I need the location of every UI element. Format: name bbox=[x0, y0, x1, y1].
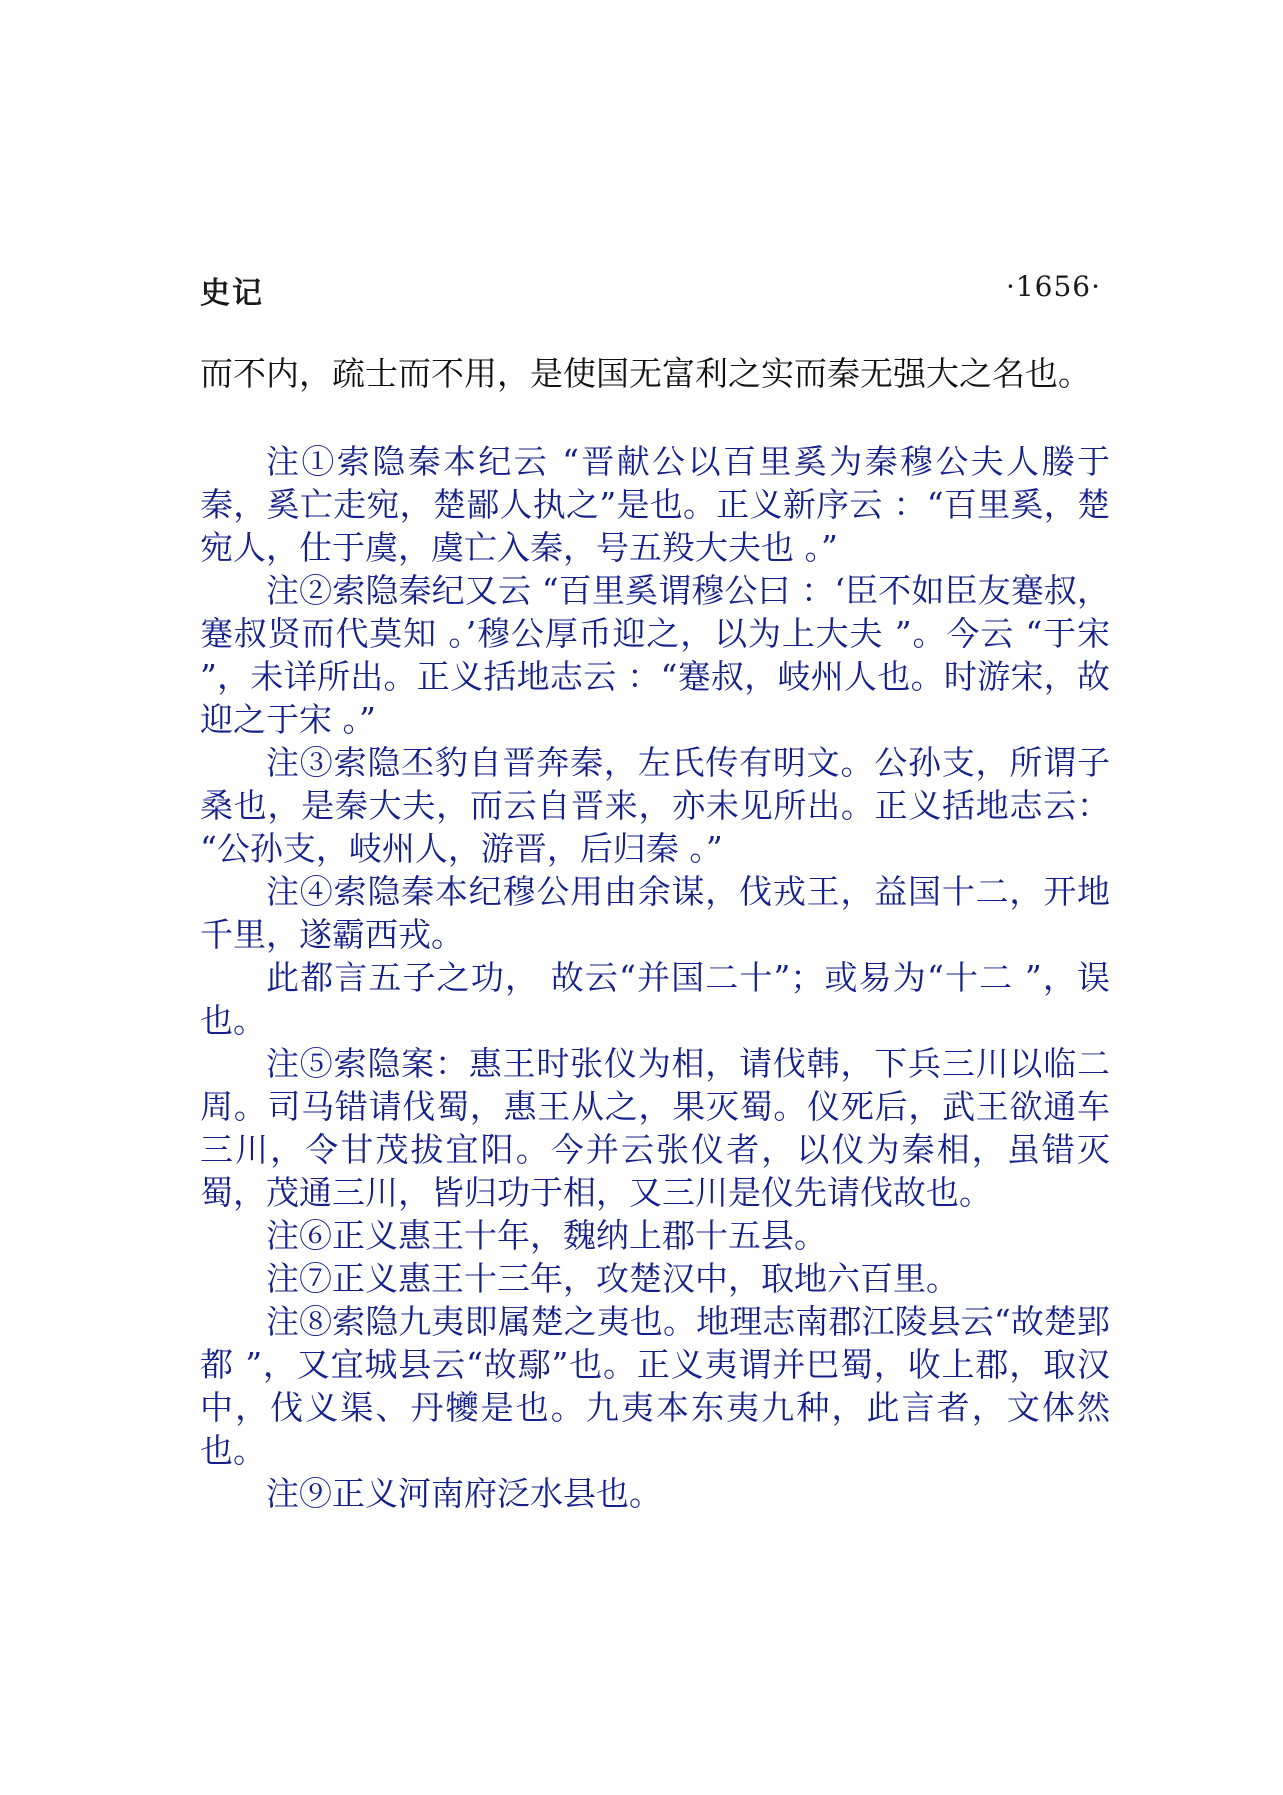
note-9: 注⑨正义河南府泛水县也。 bbox=[266, 1474, 662, 1513]
running-title: 史记 bbox=[200, 276, 264, 311]
note-2: 注②索隐秦纪又云 “百里奚谓穆公曰 ：‘臣不如臣友蹇叔，蹇叔贤而代莫知 。’穆公厚币迎之，以为上大夫 ”。今云 “于宋 ”，未详所出。正义括地志云 ：“蹇叔，岐州人也。时游宋，故迎之于宋 。” bbox=[200, 571, 1110, 739]
main-text-paragraph: 而不内，疏士而不用，是使国无富利之实而秦无强大之名也。 bbox=[200, 354, 1091, 393]
page-number: ·1656· bbox=[1005, 270, 1101, 303]
note-3: 注③索隐丕豹自晋奔秦，左氏传有明文。公孙支，所谓子桑也，是秦大夫，而云自晋来，亦未见所出。正义括地志云： “公孙支，岐州人，游晋，后归秦 。” bbox=[200, 743, 1110, 868]
note-7: 注⑦正义惠王十三年，攻楚汉中，取地六百里。 bbox=[266, 1259, 959, 1298]
note-8: 注⑧索隐九夷即属楚之夷也。地理志南郡江陵县云“故楚郢都 ”，又宜城县云“故鄢”也。正义夷谓并巴蜀，收上郡，取汉中，伐义渠、丹犪是也。九夷本东夷九种，此言者，文体然也。 bbox=[200, 1302, 1110, 1470]
annotation-notes bbox=[200, 440, 1110, 1515]
note-6: 注⑥正义惠王十年，魏纳上郡十五县。 bbox=[266, 1216, 827, 1255]
note-4: 注④索隐秦本纪穆公用由余谋，伐戎王，益国十二，开地千里，遂霸西戎。 bbox=[200, 872, 1110, 954]
note-4-continuation: 此都言五子之功， 故云“并国二十”；或易为“十二 ”，误也。 bbox=[200, 958, 1110, 1040]
note-5: 注⑤索隐案：惠王时张仪为相，请伐韩，下兵三川以临二周。司马错请伐蜀，惠王从之，果灭蜀。仪死后，武王欲通车三川，令甘茂拔宜阳。今并云张仪者，以仪为秦相，虽错灭蜀，茂通三川，皆归功于相，又三川是仪先请伐故也。 bbox=[200, 1044, 1110, 1212]
note-1: 注①索隐秦本纪云 “晋献公以百里奚为秦穆公夫人媵于秦，奚亡走宛，楚鄙人执之”是也。正义新序云 ：“百里奚，楚宛人，仕于虞，虞亡入秦，号五羖大夫也 。” bbox=[200, 442, 1110, 567]
